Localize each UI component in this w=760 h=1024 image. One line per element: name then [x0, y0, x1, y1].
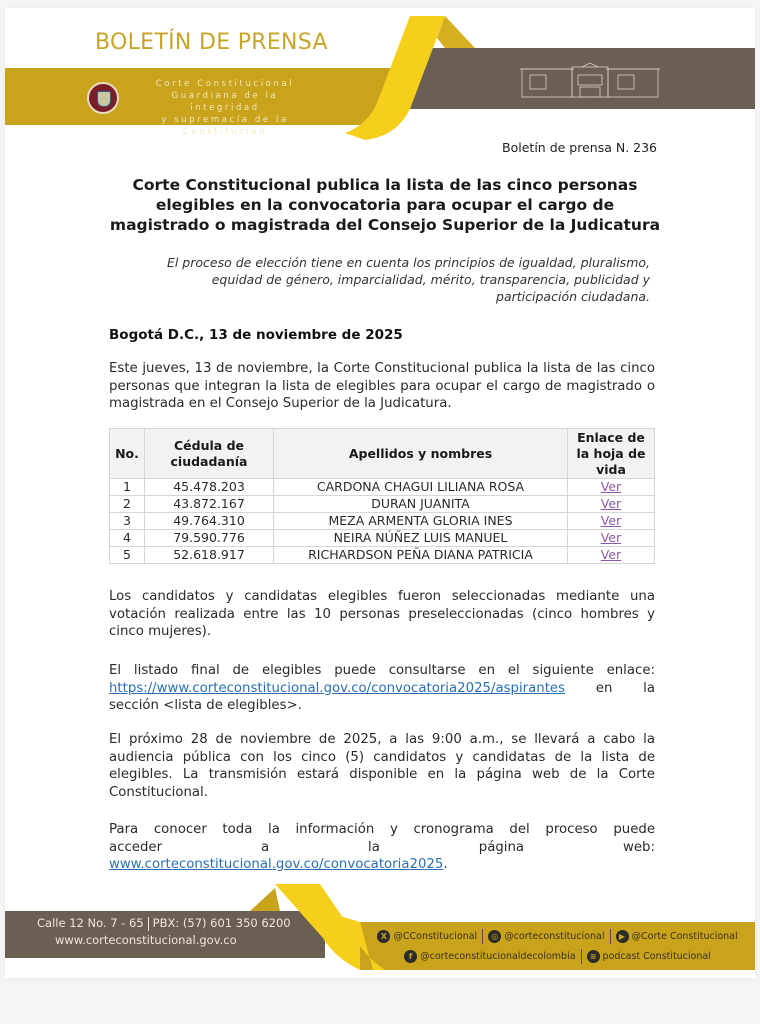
- cv-link[interactable]: Ver: [600, 547, 622, 562]
- paragraph-text: Para conocer toda la información y cronograma del proceso puede: [109, 822, 655, 837]
- footer-ribbon-overlay: [5, 8, 755, 978]
- x-icon: X: [377, 930, 390, 943]
- paragraph-hearing: El próximo 28 de noviembre de 2025, a las 9:00 a.m., se llevará a cabo la audiencia pública con los cinco (5) candidatos y candidatas de la lista de elegibles. La transmisión estará disponible en la página web de la Corte Constitucional.: [109, 732, 655, 800]
- social-row: [365, 926, 750, 946]
- paragraph-text: en la sección <lista de elegibles>.: [109, 680, 655, 713]
- convocatoria-link[interactable]: www.corteconstitucional.gov.co/convocatoria2025: [109, 857, 444, 872]
- footer-website[interactable]: www.corteconstitucional.gov.co: [55, 933, 237, 947]
- press-release-page: [5, 8, 755, 978]
- word: página: [478, 839, 525, 855]
- cell-name: RICHARDSON PEÑA DIANA PATRICIA: [274, 547, 568, 564]
- cell-name: NEIRA NÚÑEZ LUIS MANUEL: [274, 530, 568, 547]
- social-x[interactable]: [377, 930, 477, 943]
- facebook-icon: f: [404, 950, 417, 963]
- social-handle: @CConstitucional: [393, 930, 478, 942]
- cv-link[interactable]: Ver: [600, 496, 622, 511]
- divider: [581, 949, 582, 964]
- social-handle: @corteconstitucionaldecolombia: [420, 950, 576, 962]
- cv-link[interactable]: Ver: [600, 513, 622, 528]
- social-links: [365, 926, 750, 966]
- period: .: [443, 857, 448, 872]
- cell-no: 5: [110, 547, 145, 564]
- motto-line: Guardiana de la integridad: [171, 91, 279, 113]
- cell-no: 1: [110, 479, 145, 496]
- divider: [610, 929, 611, 944]
- social-handle: podcast Constitucional: [602, 950, 711, 962]
- bulletin-header-title: BOLETÍN DE PRENSA: [95, 30, 328, 55]
- social-spotify[interactable]: [587, 950, 711, 963]
- cell-cedula: 49.764.310: [145, 513, 274, 530]
- motto-line: y supremacía de la Constitución: [161, 115, 289, 137]
- header-cv-link: Enlace de la hoja de vida: [568, 429, 655, 479]
- social-handle: @Corte Constitucional: [631, 930, 738, 942]
- header-cedula: Cédula de ciudadanía: [145, 429, 274, 479]
- spotify-icon: ≋: [587, 950, 600, 963]
- word: acceder: [109, 839, 163, 855]
- footer-contact: [37, 915, 291, 949]
- cell-no: 2: [110, 496, 145, 513]
- cell-cedula: 79.590.776: [145, 530, 274, 547]
- social-row: [365, 946, 750, 966]
- dateline: Bogotá D.C., 13 de noviembre de 2025: [109, 327, 403, 343]
- divider: [148, 917, 149, 931]
- youtube-icon: ▶: [616, 930, 629, 943]
- social-youtube[interactable]: [616, 930, 738, 943]
- cell-no: 3: [110, 513, 145, 530]
- cv-link[interactable]: Ver: [600, 530, 622, 545]
- word: la: [368, 839, 380, 855]
- social-facebook[interactable]: [404, 950, 575, 963]
- divider: [482, 929, 483, 944]
- header-no: No.: [110, 429, 145, 479]
- paragraph-intro: Este jueves, 13 de noviembre, la Corte Constitucional publica la lista de las cinco personas que integran la lista de elegibles para ocupar el cargo de magistrado o magistrada en el Consejo Superior de la Judicatura.: [109, 361, 655, 411]
- social-handle: @corteconstitucional: [504, 930, 605, 942]
- cell-name: MEZA ARMENTA GLORIA INES: [274, 513, 568, 530]
- word: a: [260, 839, 270, 855]
- paragraph-text: El listado final de elegibles puede consultarse en el siguiente enlace:: [109, 663, 655, 678]
- cell-cedula: 52.618.917: [145, 547, 274, 564]
- footer-phone: PBX: (57) 601 350 6200: [152, 916, 291, 930]
- cell-name: DURAN JUANITA: [274, 496, 568, 513]
- paragraph-selection: Los candidatos y candidatas elegibles fueron seleccionadas mediante una votación realizada entre las 10 personas preseleccionadas (cinco hombres y cinco mujeres).: [109, 589, 655, 639]
- aspirantes-link[interactable]: https://www.corteconstitucional.gov.co/convocatoria2025/aspirantes: [109, 680, 566, 696]
- motto-line: Corte Constitucional: [155, 79, 295, 89]
- social-instagram[interactable]: [488, 930, 604, 943]
- word: web:: [622, 839, 655, 855]
- cv-link[interactable]: Ver: [600, 479, 622, 494]
- cell-cedula: 45.478.203: [145, 479, 274, 496]
- instagram-icon: ◎: [488, 930, 501, 943]
- headline: Corte Constitucional publica la lista de las cinco personas elegibles en la convocatoria para ocupar el cargo de magistrado o magistrada del Consejo Superior de la Judicatura: [109, 176, 661, 234]
- header-names: Apellidos y nombres: [274, 429, 568, 479]
- footer-address: Calle 12 No. 7 - 65: [37, 916, 144, 930]
- cell-no: 4: [110, 530, 145, 547]
- cell-name: CARDONA CHAGUI LILIANA ROSA: [274, 479, 568, 496]
- footer-address-line: [37, 915, 291, 932]
- subtitle: El proceso de elección tiene en cuenta los principios de igualdad, pluralismo, equidad de género, imparcialidad, mérito, transparencia, publicidad y participación ciudadana.: [166, 255, 650, 304]
- cell-cedula: 43.872.167: [145, 496, 274, 513]
- bulletin-number: Boletín de prensa N. 236: [502, 140, 657, 155]
